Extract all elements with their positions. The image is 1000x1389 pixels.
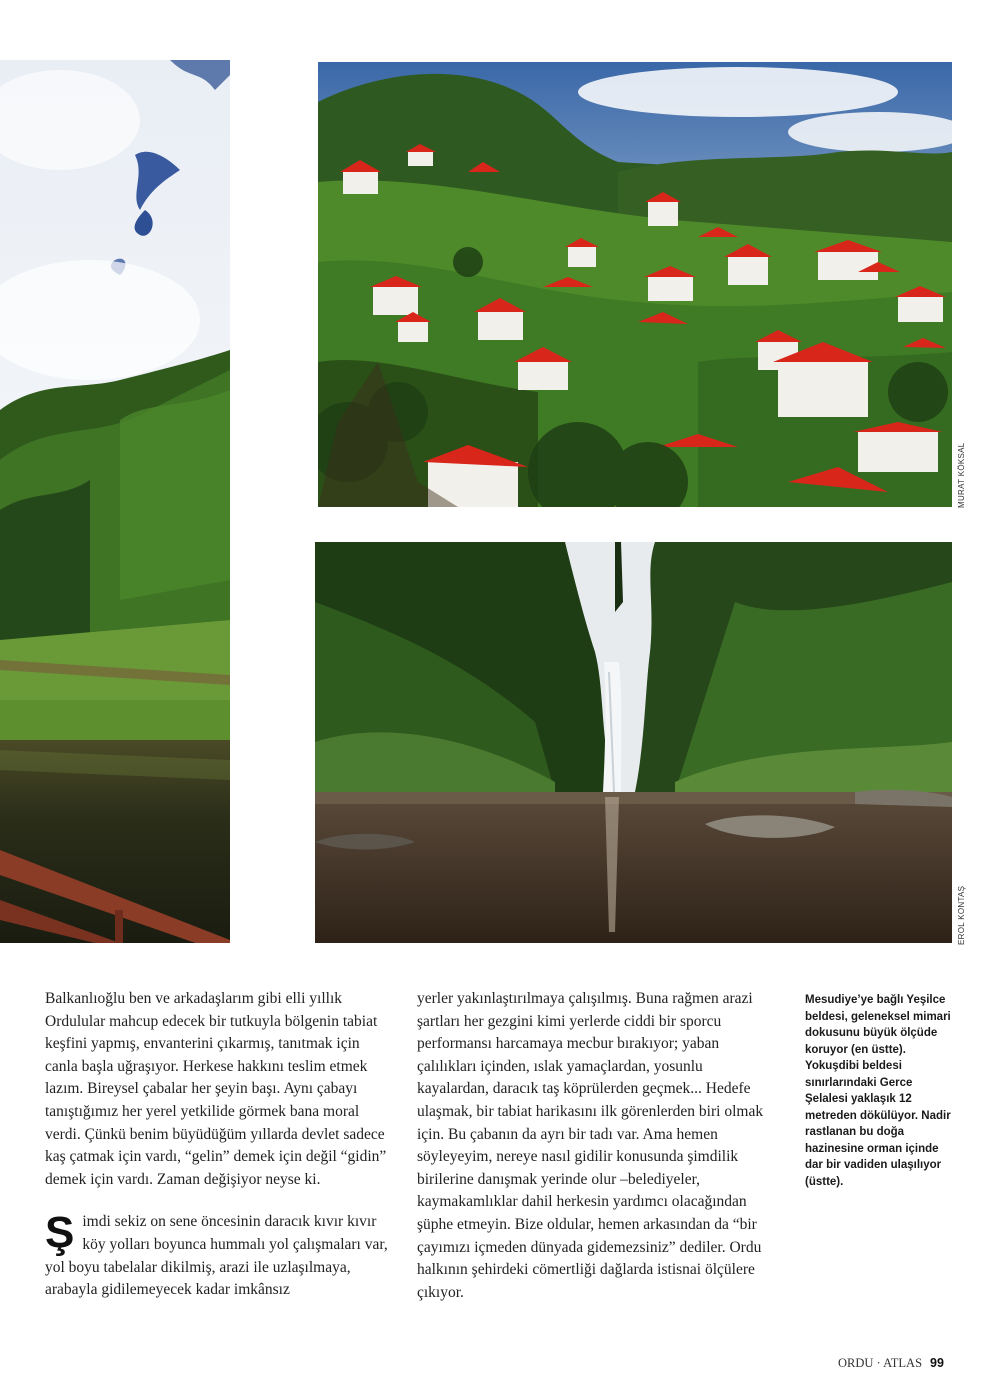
article-paragraph: yerler yakınlaştırılmaya çalışılmış. Buna rağmen arazi şartları her gezgini kimi yerlerde ciddi bir sporcu performansı harcamaya mecbur bırakıyor; yaban çalılıkları içinden, ıslak yamaçlardan, yosunlu kayalardan, daracık taş köprülerden geçmek... Hedefe ulaşmak, bir tabiat harikasını ilk görenlerden biri olmak için. Bu çabanın da ayrı bir tadı var. Ama hemen söyleyeyim, nereye nasıl gidilir konusunda şimdilik birilerine danışmak yerinde olur –belediyeler, kaymakamlıklar dahil herkesin yardımcı olacağından şüphe etmeyin. Bize oldular, hemen arkasından da “bir çayımızı içmeden dünyada gidemezsiniz” dediler. Ordu halkının şehirdeki cömertliği dağlarda istisnai ölçülere çıkıyor. [417, 990, 764, 1301]
photo-credit-village: MURAT KÖKSAL [957, 442, 966, 508]
article-column-2 [417, 988, 770, 1304]
gerce-waterfall-photo [315, 542, 952, 943]
magazine-section: ORDU · ATLAS [838, 1356, 923, 1370]
yesilce-village-photo [318, 62, 952, 507]
forest-lake-photo [0, 60, 230, 943]
article-column-1 [45, 988, 395, 1302]
photo-caption: Mesudiye’ye bağlı Yeşilce beldesi, geleneksel mimari dokusunu büyük ölçüde koruyor (en üstte). Yokuşdibi beldesi sınırlarındaki Gerce Şelalesi yaklaşık 12 metreden dökülüyor. Nadir rastlanan bu doğa hazinesine orman içinde dar bir vadiden ulaşılıyor (üstte). [805, 994, 951, 1188]
drop-cap: Ş [45, 1208, 75, 1258]
page-footer [838, 1356, 944, 1371]
page-number: 99 [930, 1356, 944, 1370]
photo-credit-waterfall: EROL KONTAŞ [957, 885, 966, 945]
article-paragraph [45, 1208, 395, 1301]
article-paragraph-text: imdi sekiz on sene öncesinin daracık kıvır kıvır köy yolları boyunca hummalı yol çalışmaları var, yol boyu tabelalar dikilmiş, arazi ile uzlaşılmaya, arabayla gidilemeyecek kadar imkânsız [45, 1213, 388, 1299]
article-paragraph: Balkanlıoğlu ben ve arkadaşlarım gibi elli yıllık Ordulular mahcup edecek bir tutkuyla bölgenin tabiat keşfini yapmış, envanterini çıkarmış, tanıtmak için canla başla uğraşıyor. Herkese hakkını teslim etmek lazım. Bireysel çabalar her şeyin başı. Aynı çabayı tanıştığımız her yerel yetkilide görmek bana moral verdi. Çünkü benim büyüdüğüm yıllarda devlet sadece kaş çatmak için vardı, “gelin” demek için değil “gidin” demek için vardı. Zaman değişiyor neyse ki. [45, 990, 387, 1188]
